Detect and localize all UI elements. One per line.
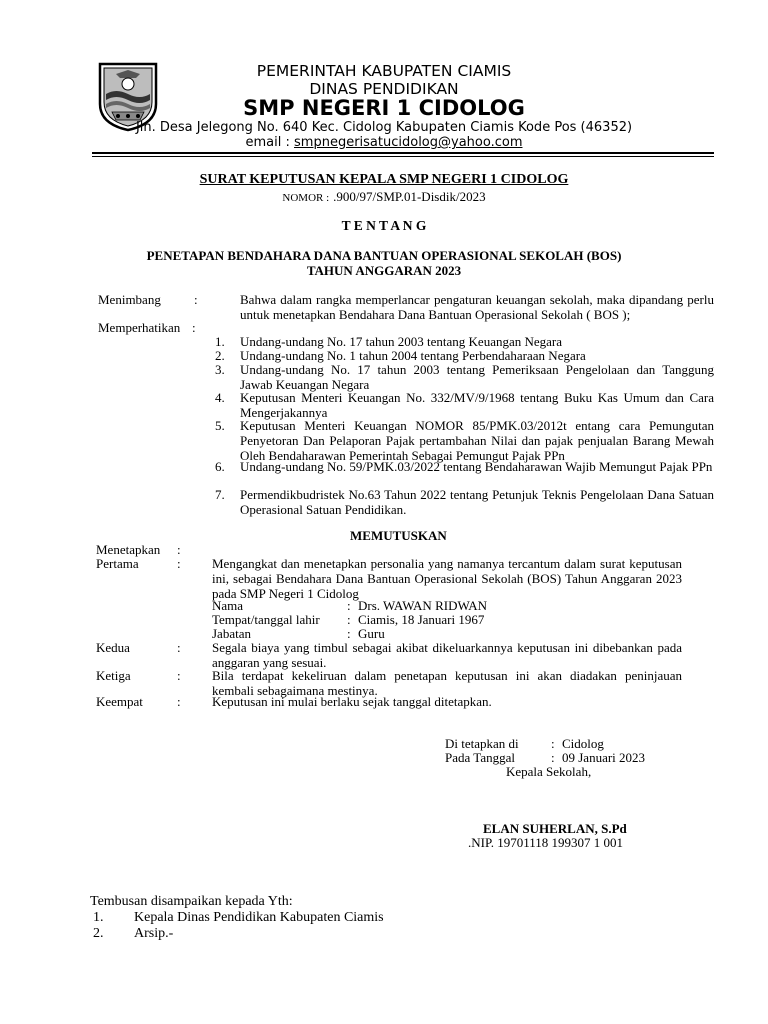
school-address: Jln. Desa Jelegong No. 640 Kec. Cidolog Kabupaten Ciamis Kode Pos (46352) <box>135 120 633 135</box>
school-name: SMP NEGERI 1 CIDOLOG <box>243 96 525 120</box>
memperhatikan-item-number: 7. <box>215 487 225 502</box>
date-label: Pada Tanggal <box>445 750 515 765</box>
detail-label: Jabatan <box>212 626 251 641</box>
memperhatikan-item-number: 1. <box>215 334 225 349</box>
kedua-text: Segala biaya yang timbul sebagai akibat dikeluarkannya keputusan ini dibebankan pada anggaran yang sesuai. <box>212 640 682 670</box>
signer-nip: .NIP. 19701118 199307 1 001 <box>468 835 624 850</box>
signer-position: Kepala Sekolah, <box>506 764 592 779</box>
memperhatikan-item-text: Undang-undang No. 59/PMK.03/2022 tentang Bendaharawan Wajib Memungut Pajak PPn <box>240 459 713 474</box>
treasurer-position: Guru <box>358 626 385 641</box>
kedua-label: Kedua <box>96 640 130 655</box>
detail-label: Nama <box>212 598 244 613</box>
detail-label: Tempat/tanggal lahir <box>212 612 320 627</box>
memperhatikan-item-number: 4. <box>215 390 225 405</box>
menimbang-colon: : <box>194 292 198 307</box>
ketiga-label: Ketiga <box>96 668 131 683</box>
pertama-label: Pertama <box>96 556 139 571</box>
place-colon: : <box>551 736 555 751</box>
department-name: DINAS PENDIDIKAN <box>309 80 459 98</box>
place-value: Cidolog <box>562 736 604 751</box>
decree-subject-line1: PENETAPAN BENDAHARA DANA BANTUAN OPERASIONAL SEKOLAH (BOS) <box>146 248 622 263</box>
email-label: email : <box>245 135 290 150</box>
menimbang-label: Menimbang <box>98 292 161 307</box>
decree-subject-line2: TAHUN ANGGARAN 2023 <box>306 263 462 278</box>
treasurer-birth: Ciamis, 18 Januari 1967 <box>358 612 485 627</box>
memperhatikan-item-text: Keputusan Menteri Keuangan NOMOR 85/PMK.03/2012t entang cara Pemungutan Penyetoran Dan Pelaporan Pajak pertambahan Nilai dan pajak penjualan Barang Mewah Oleh Bendaharawan Pemerintah Sebagai Pemungut Pajak PPn <box>240 418 714 463</box>
place-label: Di tetapkan di <box>445 736 519 751</box>
memutuskan-heading: MEMUTUSKAN <box>350 528 447 543</box>
date-colon: : <box>551 750 555 765</box>
decree-number-value: .900/97/SMP.01-Disdik/2023 <box>333 189 486 204</box>
decree-number-label: NOMOR : <box>282 192 330 204</box>
treasurer-name: Drs. WAWAN RIDWAN <box>358 598 488 613</box>
pertama-text: Mengangkat dan menetapkan personalia yang namanya tercantum dalam surat keputusan ini, sebagai Bendahara Dana Bantuan Operasional Sekolah (BOS) Tahun Anggaran 2023 pada SMP Negeri 1 Cidolog <box>212 556 682 601</box>
email-link[interactable]: smpnegerisatucidolog@yahoo.com <box>294 135 523 150</box>
memperhatikan-item-text: Undang-undang No. 1 tahun 2004 tentang Perbendaharaan Negara <box>240 348 586 363</box>
tembusan-item-number: 2. <box>93 926 104 941</box>
signer-name: ELAN SUHERLAN, S.Pd <box>483 821 627 836</box>
memperhatikan-item-text: Keputusan Menteri Keuangan No. 332/MV/9/1968 tentang Buku Kas Umum dan Cara Mengerjakannya <box>240 390 714 420</box>
detail-colon: : <box>347 598 351 613</box>
date-value: 09 Januari 2023 <box>562 750 646 765</box>
letterhead-divider-thin <box>92 156 714 157</box>
memperhatikan-item-number: 3. <box>215 362 225 377</box>
tembusan-label: Tembusan disampaikan kepada Yth: <box>90 894 293 909</box>
memperhatikan-item-text: Permendikbudristek No.63 Tahun 2022 tentang Petunjuk Teknis Pengelolaan Dana Satuan Operasional Satuan Pendidikan. <box>240 487 714 517</box>
detail-colon: : <box>347 626 351 641</box>
memperhatikan-item-text: Undang-undang No. 17 tahun 2003 tentang Pemeriksaan Pengelolaan dan Tanggung Jawab Keuangan Negara <box>240 362 714 392</box>
tentang-heading: T E N T A N G <box>341 218 427 233</box>
ketiga-text: Bila terdapat kekeliruan dalam penetapan keputusan ini akan diadakan peninjauan kembali sebagaimana mestinya. <box>212 668 682 698</box>
menimbang-text: Bahwa dalam rangka memperlancar pengaturan keuangan sekolah, maka dipandang perlu untuk menetapkan Bendahara Dana Bantuan Operasional Sekolah ( BOS ); <box>240 292 714 322</box>
tembusan-item-text: Kepala Dinas Pendidikan Kabupaten Ciamis <box>134 910 384 925</box>
ketiga-colon: : <box>177 668 181 683</box>
pertama-colon: : <box>177 556 181 571</box>
decree-number <box>0 188 768 206</box>
government-name: PEMERINTAH KABUPATEN CIAMIS <box>256 62 512 80</box>
memperhatikan-item-number: 2. <box>215 348 225 363</box>
kedua-colon: : <box>177 640 181 655</box>
keempat-colon: : <box>177 694 181 709</box>
menetapkan-label: Menetapkan <box>96 542 161 557</box>
memperhatikan-item-number: 5. <box>215 418 225 433</box>
keempat-text: Keputusan ini mulai berlaku sejak tanggal ditetapkan. <box>212 694 492 709</box>
memperhatikan-item-text: Undang-undang No. 17 tahun 2003 tentang Keuangan Negara <box>240 334 563 349</box>
menetapkan-colon: : <box>177 542 181 557</box>
letterhead-divider-thick <box>92 152 714 154</box>
tembusan-item-number: 1. <box>93 910 104 925</box>
school-email-line <box>0 135 768 150</box>
memperhatikan-label: Memperhatikan <box>98 320 181 335</box>
decree-title: SURAT KEPUTUSAN KEPALA SMP NEGERI 1 CIDOLOG <box>199 172 569 187</box>
keempat-label: Keempat <box>96 694 143 709</box>
memperhatikan-colon: : <box>192 320 196 335</box>
memperhatikan-item-number: 6. <box>215 459 225 474</box>
detail-colon: : <box>347 612 351 627</box>
tembusan-item-text: Arsip.- <box>134 926 174 941</box>
